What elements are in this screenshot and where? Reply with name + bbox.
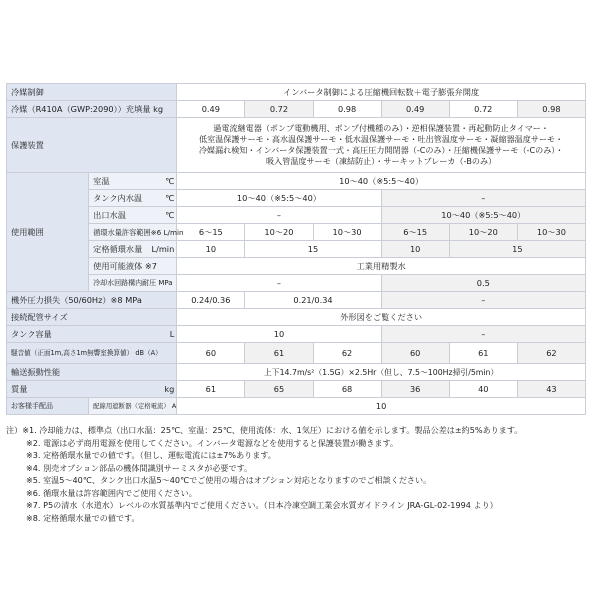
label-noise: 騒音値（正面1m,高さ1m無響室換算値） dB（A） (7, 343, 177, 364)
footnote: ※5. 室温5～40℃、タンク出口水温5～40℃でご使用の場合はオプション対応となりますのでご相談ください。 (26, 475, 432, 485)
value-pressure-left: – (177, 275, 381, 292)
extpress-cell: 0.21/0.34 (245, 292, 381, 309)
row-refrigerant-control (7, 84, 586, 101)
label-pressure: 冷却水回路構内耐圧 MPa (89, 275, 177, 292)
label-customer-supplied: お客様手配品 (7, 398, 89, 415)
row-outlet-temp (7, 207, 586, 224)
value-outlet-temp-right: 10～40（※5:5～40） (381, 207, 585, 224)
mass-cell: 65 (245, 381, 313, 398)
refamt-cell: 0.49 (381, 101, 449, 118)
refamt-cell: 0.98 (313, 101, 381, 118)
value-refrigerant-control: インバータ制御による圧縮機回転数＋電子膨張弁開度 (177, 84, 586, 101)
noise-cell: 61 (245, 343, 313, 364)
label-breaker: 配線用遮断器（定格電流） A (89, 398, 177, 415)
extpress-cell: 0.24/0.36 (177, 292, 245, 309)
mass-cell: 61 (177, 381, 245, 398)
rated-cell: 10 (381, 241, 449, 258)
label-refrigerant-control: 冷媒制御 (7, 84, 177, 101)
rated-cell: 10 (177, 241, 245, 258)
footnote: ※4. 別売オプション部品の機体間識別サーミスタが必要です。 (26, 462, 253, 473)
label-room-temp: 室温 ℃ (89, 173, 177, 190)
value-fluid: 工業用精製水 (177, 258, 586, 275)
allow-cell: 10～30 (517, 224, 585, 241)
refamt-cell: 0.98 (517, 101, 585, 118)
allow-cell: 10～20 (245, 224, 313, 241)
refamt-cell: 0.49 (177, 101, 245, 118)
row-tank-temp (7, 190, 586, 207)
value-tank-capacity-left: 10 (177, 326, 381, 343)
label-refrigerant-amount: 冷媒（R410A（GWP:2090））充填量 kg (7, 101, 177, 118)
noise-cell: 60 (177, 343, 245, 364)
label-piping: 接続配管サイズ (7, 309, 177, 326)
row-rated-flow (7, 241, 586, 258)
noise-cell: 60 (381, 343, 449, 364)
refamt-cell: 0.72 (449, 101, 517, 118)
allow-cell: 10～30 (313, 224, 381, 241)
row-protection (7, 118, 586, 173)
row-allowable-flow (7, 224, 586, 241)
label-allowable-flow: 循環水量許容範囲※6 L/min (89, 224, 177, 241)
allow-cell: 6～15 (381, 224, 449, 241)
value-breaker: 10 (177, 398, 586, 415)
label-outlet-temp: 出口水温 ℃ (89, 207, 177, 224)
value-piping: 外形図をご覧ください (177, 309, 586, 326)
row-tank-capacity (7, 326, 586, 343)
value-tank-temp-left: 10～40（※5:5～40） (177, 190, 381, 207)
noise-cell: 62 (313, 343, 381, 364)
rated-cell: 15 (449, 241, 585, 258)
noise-cell: 62 (517, 343, 585, 364)
label-tank-capacity: タンク容量 L (7, 326, 177, 343)
row-refrigerant-amount (7, 101, 586, 118)
allow-cell: 10～20 (449, 224, 517, 241)
refamt-cell: 0.72 (245, 101, 313, 118)
footnote: ※8. 定格循環水量での値です。 (26, 512, 140, 523)
footnotes (6, 424, 594, 524)
label-usage-range: 使用範囲 (7, 173, 89, 292)
row-mass (7, 381, 586, 398)
value-protection: 過電流継電器（ポンプ電動機用、ポンプ付機種のみ）・逆相保護装置・再起動防止タイマー・ 低室温保護サーモ・高水温保護サーモ・低水温保護サーモ・吐出管温度サーモ・凝縮器温度サーモ・ 冷媒漏れ検知・インバータ保護装置一式・高圧圧力開閉器（-Cのみ）・圧縮機保護サーモ（-Cのみ）・ 吸入管温度サーモ（凍結防止）・サーキットブレーカ（-Bのみ） (177, 118, 586, 173)
row-noise (7, 343, 586, 364)
row-breaker (7, 398, 586, 415)
row-pressure (7, 275, 586, 292)
label-mass: 質量 kg (7, 381, 177, 398)
value-tank-temp-right: – (381, 190, 585, 207)
row-vibration (7, 364, 586, 381)
mass-cell: 36 (381, 381, 449, 398)
extpress-cell: – (381, 292, 585, 309)
row-fluid (7, 258, 586, 275)
footnote: ※2. 電源は必ず商用電源を使用してください。インバータ電源などを使用すると保護装置が働きます。 (26, 437, 398, 448)
allow-cell: 6～15 (177, 224, 245, 241)
spec-table (6, 83, 586, 415)
row-piping (7, 309, 586, 326)
row-room-temp (7, 173, 586, 190)
footnote: ※3. 定格循環水量での値です。（但し、運転電流には±7%あります。 (26, 450, 276, 460)
footnote: ※7. P5の清水（水道水）レベルの水質基準内でご使用ください。（日本冷凍空調工業会水質ガイドライン JRA-GL-02-1994 より） (26, 500, 498, 510)
row-external-pressure (7, 292, 586, 309)
value-vibration: 上下14.7m/s²（1.5G）×2.5Hr（但し、7.5～100Hz掃引/5min） (177, 364, 586, 381)
value-outlet-temp-left: – (177, 207, 381, 224)
value-pressure-right: 0.5 (381, 275, 585, 292)
footnote: 注）※1. 冷却能力は、標準点（出口水温：25℃、室温：25℃、使用流体：水、1気圧）における値を示します。製品公差は±約5%あります。 (6, 425, 523, 435)
noise-cell: 61 (449, 343, 517, 364)
mass-cell: 40 (449, 381, 517, 398)
mass-cell: 68 (313, 381, 381, 398)
mass-cell: 43 (517, 381, 585, 398)
label-rated-flow: 定格循環水量 L/min (89, 241, 177, 258)
label-fluid: 使用可能液体 ※7 (89, 258, 177, 275)
label-protection: 保護装置 (7, 118, 177, 173)
value-room-temp: 10～40（※5:5～40） (177, 173, 586, 190)
value-tank-capacity-right: – (381, 326, 585, 343)
rated-cell: 15 (245, 241, 381, 258)
footnote: ※6. 循環水量は許容範囲内でご使用ください。 (26, 487, 197, 498)
label-tank-temp: タンク内水温 ℃ (89, 190, 177, 207)
label-vibration: 輸送振動性能 (7, 364, 177, 381)
label-external-pressure: 機外圧力損失（50/60Hz）※8 MPa (7, 292, 177, 309)
